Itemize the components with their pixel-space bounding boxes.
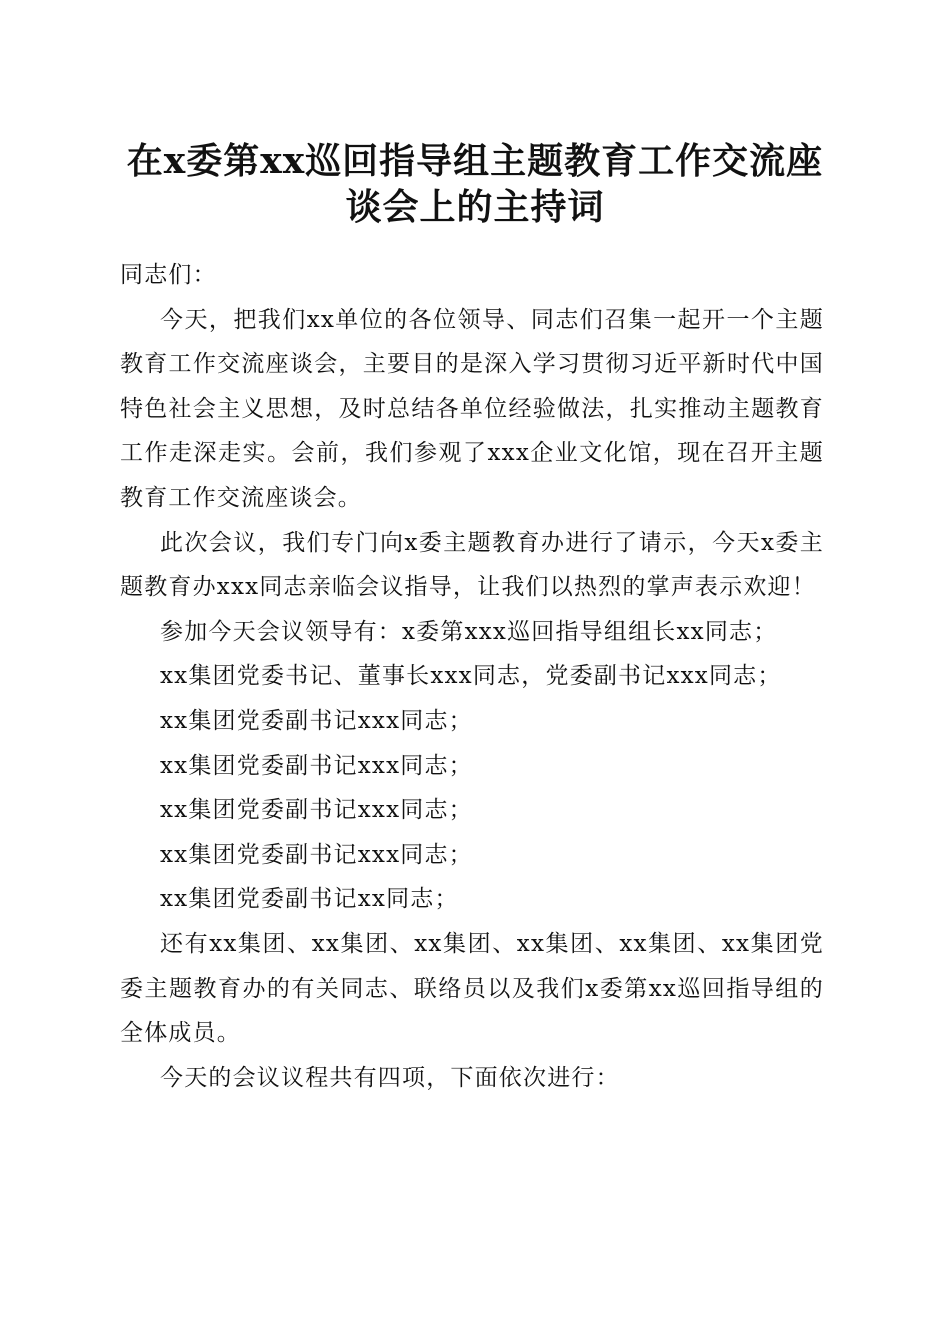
document-title [120,138,830,230]
attendee-line: xx集团党委副书记xxx同志； [160,752,473,779]
paragraph-agenda-intro: 今天的会议议程共有四项，下面依次进行： [160,1064,620,1091]
title-line-1: 在x委第xx巡回指导组主题教育工作交流座 [126,140,824,182]
salutation: 同志们： [120,262,217,288]
paragraph-welcome: 此次会议，我们专门向x委主题教育办进行了请示，今天x委主题教育办xxx同志亲临会议指导，让我们以热烈的掌声表示欢迎！ [120,529,824,601]
attendee-line: xx集团党委书记、董事长xxx同志，党委副书记xxx同志； [160,663,782,690]
attendee-line: xx集团党委副书记xxx同志； [160,841,473,868]
document-body [120,253,824,1100]
paragraph-other-attendees: 还有xx集团、xx集团、xx集团、xx集团、xx集团、xx集团党委主题教育办的有关同志、联络员以及我们x委第xx巡回指导组的全体成员。 [120,930,824,1047]
attendee-line: xx集团党委副书记xx同志； [160,886,459,913]
attendee-line: xx集团党委副书记xxx同志； [160,797,473,824]
title-line-2: 谈会上的主持词 [345,186,605,228]
paragraph-attendees-intro: 参加今天会议领导有：x委第xxx巡回指导组组长xx同志； [160,618,778,645]
paragraph-opening: 今天，把我们xx单位的各位领导、同志们召集一起开一个主题教育工作交流座谈会，主要目的是深入学习贯彻习近平新时代中国特色社会主义思想，及时总结各单位经验做法，扎实推动主题教育工作走深走实。会前，我们参观了xxx企业文化馆，现在召开主题教育工作交流座谈会。 [120,306,824,511]
attendee-line: xx集团党委副书记xxx同志； [160,707,473,734]
